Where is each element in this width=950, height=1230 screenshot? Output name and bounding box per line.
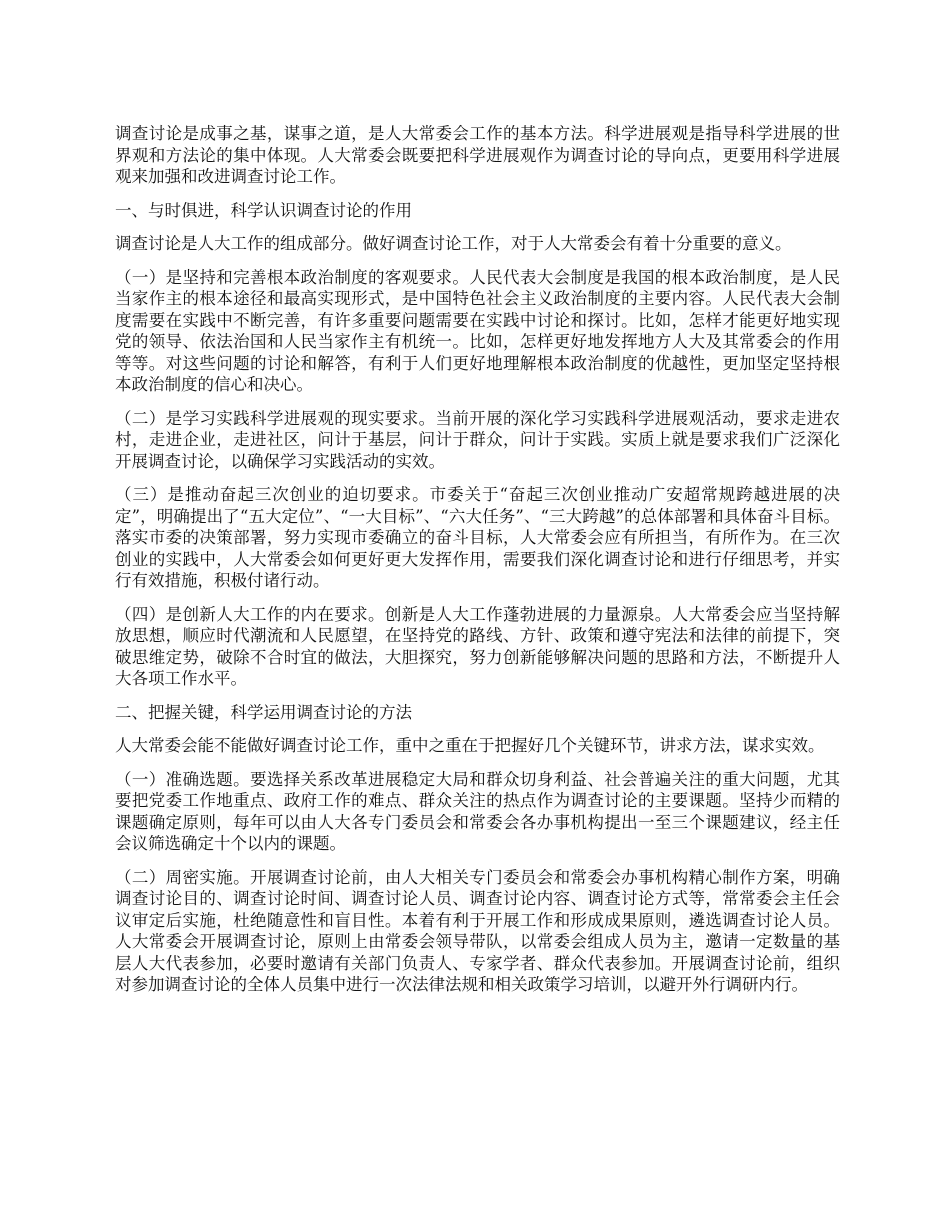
point-2-paragraph: （二）是学习实践科学进展观的现实要求。当前开展的深化学习实践科学进展观活动，要求走进农村，走进企业，走进社区，问计于基层，问计于群众，问计于实践。实质上就是要求我们广泛深化开展调查讨论，以确保学习实践活动的实效。 [115, 408, 840, 471]
section-heading-1: 一、与时俱进，科学认识调查讨论的作用 [115, 200, 412, 220]
section-2-intro-paragraph: 人大常委会能不能做好调查讨论工作，重中之重在于把握好几个关键环节，讲求方法，谋求实效。 [115, 736, 825, 755]
method-2-paragraph: （二）周密实施。开展调查讨论前，由人大相关专门委员会和常委会办事机构精心制作方案，明确调查讨论目的、调查讨论时间、调查讨论人员、调查讨论内容、调查讨论方式等，常常委会主任会议审定后实施，杜绝随意性和盲目性。本着有利于开展工作和形成成果原则，遴选调查讨论人员。人大常委会开展调查讨论，原则上由常委会领导带队，以常委会组成人员为主，邀请一定数量的基层人大代表参加，必要时邀请有关部门负责人、专家学者、群众代表参加。开展调查讨论前，组织对参加调查讨论的全体人员集中进行一次法律法规和相关政策学习培训，以避开外行调研内行。 [115, 867, 840, 994]
point-4-paragraph: （四）是创新人大工作的内在要求。创新是人大工作蓬勃进展的力量源泉。人大常委会应当坚持解放思想，顺应时代潮流和人民愿望，在坚持党的路线、方针、政策和遵守宪法和法律的前提下，突破思维定势，破除不合时宜的做法，大胆探究，努力创新能够解决问题的思路和方法，不断提升人大各项工作水平。 [115, 604, 840, 688]
point-1-paragraph: （一）是坚持和完善根本政治制度的客观要求。人民代表大会制度是我国的根本政治制度，是人民当家作主的根本途径和最高实现形式，是中国特色社会主义政治制度的主要内容。人民代表大会制度需要在实践中不断完善，有许多重要问题需要在实践中讨论和探讨。比如，怎样才能更好地实现党的领导、依法治国和人民当家作主有机统一。比如，怎样更好地发挥地方人大及其常委会的作用等等。对这些问题的讨论和解答，有利于人们更好地理解根本政治制度的优越性，更加坚定坚持根本政治制度的信心和决心。 [115, 267, 840, 394]
section-heading-2: 二、把握关键，科学运用调查讨论的方法 [115, 702, 412, 722]
method-1-paragraph: （一）准确选题。要选择关系改革进展稳定大局和群众切身利益、社会普遍关注的重大问题，尤其要把党委工作地重点、政府工作的难点、群众关注的热点作为调查讨论的主要课题。坚持少而精的课题确定原则，每年可以由人大各专门委员会和常委会各办事机构提出一至三个课题建议，经主任会议筛选确定十个以内的课题。 [115, 769, 840, 853]
section-1-intro-paragraph: 调查讨论是人大工作的组成部分。做好调查讨论工作，对于人大常委会有着十分重要的意义。 [115, 234, 792, 253]
point-3-paragraph: （三）是推动奋起三次创业的迫切要求。市委关于“奋起三次创业推动广安超常规跨越进展的决定”，明确提出了“五大定位”、“一大目标”、“六大任务”、“三大跨越”的总体部署和具体奋斗目标。落实市委的决策部署，努力实现市委确立的奋斗目标，人大常委会应有所担当，有所作为。在三次创业的实践中，人大常委会如何更好更大发挥作用，需要我们深化调查讨论和进行仔细思考，并实行有效措施，积极付诸行动。 [115, 485, 840, 590]
document-body [115, 123, 840, 1008]
intro-paragraph: 调查讨论是成事之基，谋事之道，是人大常委会工作的基本方法。科学进展观是指导科学进展的世界观和方法论的集中体现。人大常委会既要把科学进展观作为调查讨论的导向点，更要用科学进展观来加强和改进调查讨论工作。 [115, 124, 840, 186]
